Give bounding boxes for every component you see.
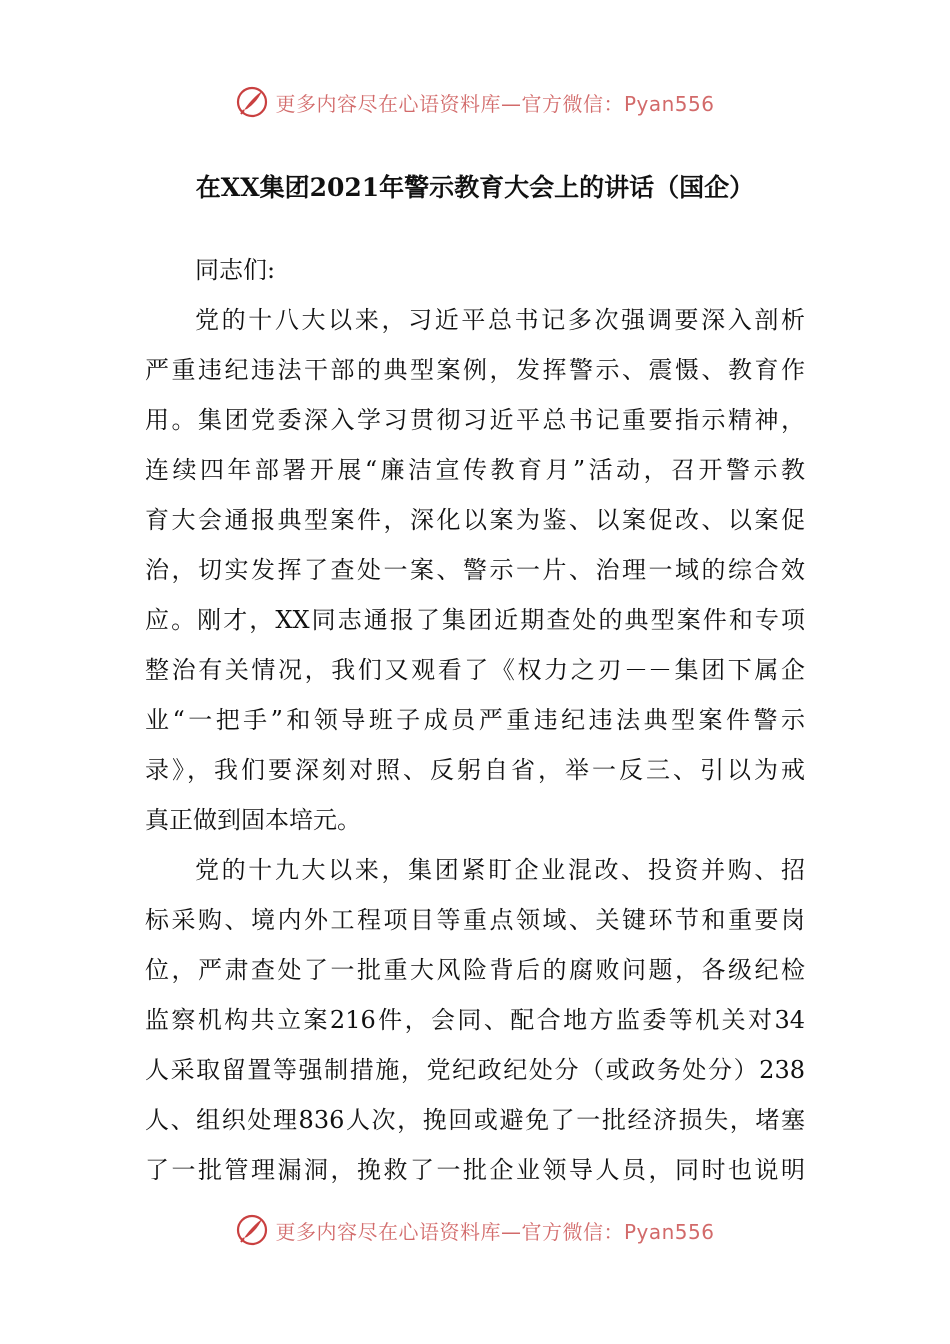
quill-pen-logo-icon xyxy=(235,85,269,119)
text-line: 党的十八大以来，习近平总书记多次强调要深入剖析 xyxy=(195,306,805,334)
watermark-text: 更多内容尽在心语资料库—官方微信：Pyan556 xyxy=(275,1219,715,1244)
text-line: 应。刚才，XX同志通报了集团近期查处的典型案件和专项 xyxy=(145,606,805,634)
text-line: 党的十九大以来，集团紧盯企业混改、投资并购、招 xyxy=(195,856,805,884)
watermark-footer xyxy=(0,1210,950,1250)
text-line: 用。集团党委深入学习贯彻习近平总书记重要指示精神， xyxy=(145,406,805,434)
text-line: 整治有关情况，我们又观看了《权力之刃－－集团下属企 xyxy=(145,656,805,684)
watermark-text: 更多内容尽在心语资料库—官方微信：Pyan556 xyxy=(275,91,715,116)
salutation: 同志们: xyxy=(195,256,276,284)
text-line: 位，严肃查处了一批重大风险背后的腐败问题，各级纪检 xyxy=(145,956,805,984)
text-line: 治，切实发挥了查处一案、警示一片、治理一域的综合效 xyxy=(145,556,805,584)
text-line: 业“一把手”和领导班子成员严重违纪违法典型案件警示 xyxy=(145,706,805,734)
text-line: 严重违纪违法干部的典型案例，发挥警示、震慑、教育作 xyxy=(145,356,805,384)
text-line: 真正做到固本培元。 xyxy=(145,806,361,834)
text-line: 标采购、境内外工程项目等重点领域、关键环节和重要岗 xyxy=(145,906,805,934)
watermark-header xyxy=(0,82,950,122)
document-title: 在XX集团2021年警示教育大会上的讲话（国企） xyxy=(195,173,755,202)
text-line: 连续四年部署开展“廉洁宣传教育月”活动，召开警示教 xyxy=(145,456,805,484)
text-line: 人采取留置等强制措施，党纪政纪处分（或政务处分）238 xyxy=(145,1056,805,1084)
document-body xyxy=(145,245,805,1195)
text-line: 人、组织处理836人次，挽回或避免了一批经济损失，堵塞 xyxy=(145,1106,805,1134)
text-line: 录》，我们要深刻对照、反躬自省，举一反三、引以为戒 xyxy=(145,756,805,784)
quill-pen-logo-icon xyxy=(235,1213,269,1247)
text-line: 监察机构共立案216件，会同、配合地方监委等机关对34 xyxy=(145,1006,805,1034)
text-line: 育大会通报典型案件，深化以案为鉴、以案促改、以案促 xyxy=(145,506,805,534)
text-line: 了一批管理漏洞，挽救了一批企业领导人员，同时也说明 xyxy=(145,1156,805,1184)
